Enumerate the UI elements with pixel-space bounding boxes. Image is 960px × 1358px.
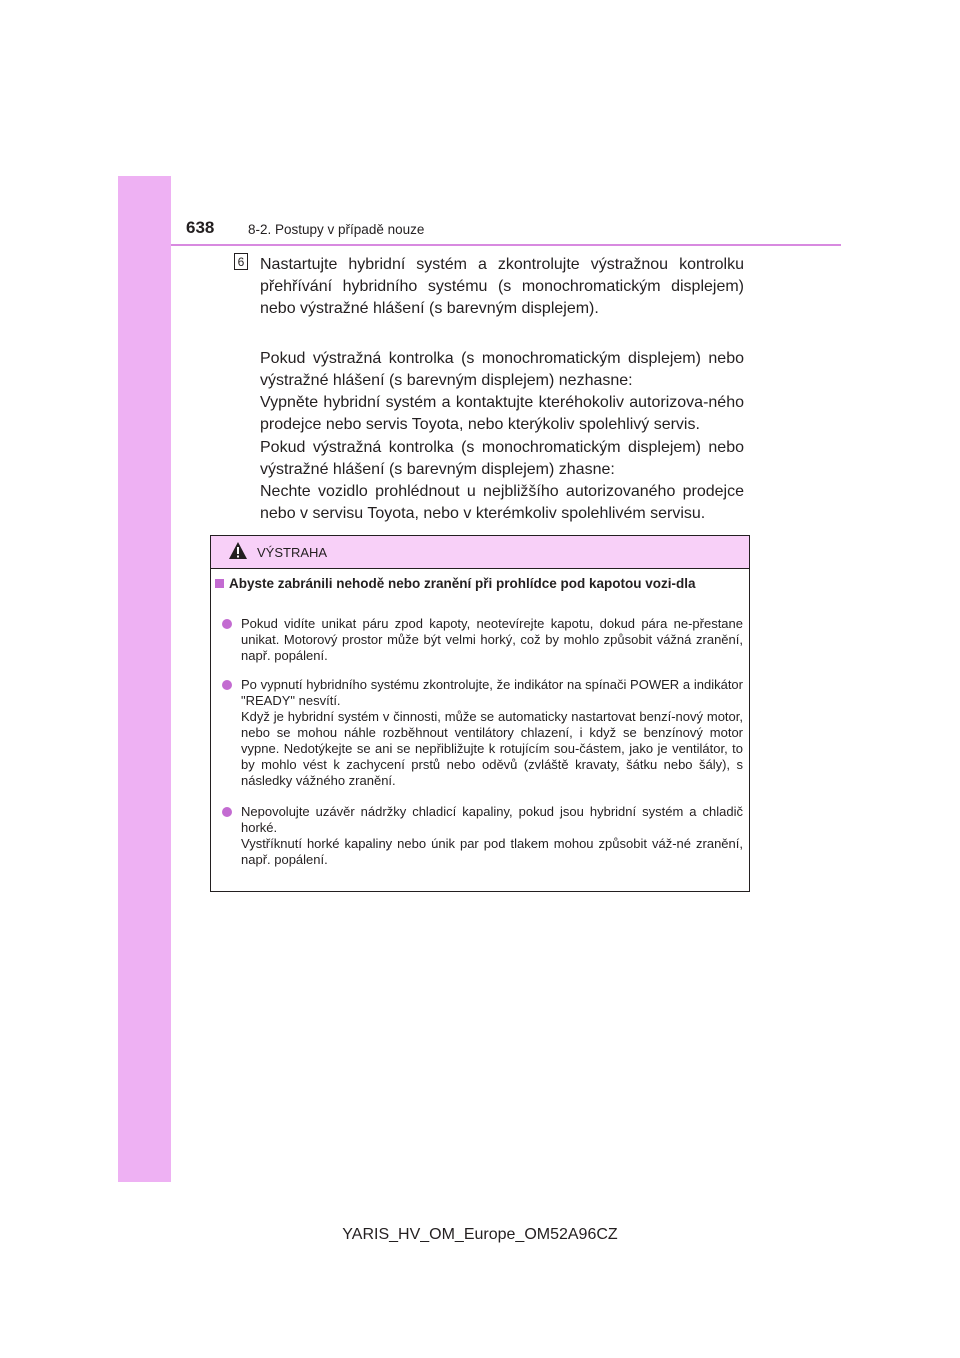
- step-paragraph: Pokud výstražná kontrolka (s monochromatickým displejem) nebo výstražné hlášení (s barevným displejem) zhasne: Nechte vozidlo prohlédnout u nejbližšího autorizovaného prodejce nebo v servisu Toyota, nebo v kterémkoliv spolehlivém servisu.: [260, 439, 744, 522]
- warning-item: Pokud vidíte unikat páru zpod kapoty, neotevírejte kapotu, dokud pára ne-přestane unikat. Motorový prostor může být velmi horký, což by mohlo způsobit vážná zranění, např. popálení.: [241, 616, 743, 663]
- section-title: 8-2. Postupy v případě nouze: [248, 222, 425, 237]
- warning-triangle-icon: [228, 541, 248, 565]
- round-bullet-icon: [222, 680, 232, 690]
- header-divider: [171, 244, 841, 246]
- warning-header: [211, 536, 749, 569]
- square-bullet-icon: [215, 579, 224, 588]
- step-paragraph: Pokud výstražná kontrolka (s monochromatickým displejem) nebo výstražné hlášení (s barevným displejem) nezhasne: Vypněte hybridní systém a kontaktujte kteréhokoliv autorizova-ného prodejce nebo servis Toyota, nebo kterýkoliv spolehlivý servis.: [260, 350, 744, 433]
- step-paragraph: Nastartujte hybridní systém a zkontrolujte výstražnou kontrolku přehřívání hybridního systému (s monochromatickým displejem) nebo výstražné hlášení (s barevným displejem).: [260, 256, 744, 317]
- round-bullet-icon: [222, 619, 232, 629]
- page-number: 638: [186, 218, 215, 237]
- warning-box: [210, 535, 750, 892]
- section-side-tab: [118, 176, 171, 1182]
- warning-title: VÝSTRAHA: [257, 545, 328, 560]
- step-number-badge: 6: [234, 253, 248, 270]
- warning-heading-text: Abyste zabránili nehodě nebo zranění při prohlídce pod kapotou vozi-dla: [229, 576, 696, 591]
- warning-item: Nepovolujte uzávěr nádržky chladicí kapaliny, pokud jsou hybridní systém a chladič horké. Vystříknutí horké kapaliny nebo únik par pod tlakem mohou způsobit váž-né zranění, např. popálení.: [241, 804, 743, 867]
- warning-heading: [215, 576, 745, 592]
- document-code: YARIS_HV_OM_Europe_OM52A96CZ: [342, 1226, 618, 1243]
- round-bullet-icon: [222, 807, 232, 817]
- warning-item: Po vypnutí hybridního systému zkontrolujte, že indikátor na spínači POWER a indikátor "READY" nesvítí. Když je hybridní systém v činnosti, může se automaticky nastartovat benzí-nový motor, nebo se mohou náhle rozběhnout ventilátory chlazení, i když se benzínový motor vypne. Nedotýkejte se ani se nepřibližujte k rotujícím sou-částem, jako je ventilátor, to by mohlo vést k zachycení prstů nebo oděvů (zvláště kravaty, šátku nebo šály), s následky vážného zranění.: [241, 677, 743, 788]
